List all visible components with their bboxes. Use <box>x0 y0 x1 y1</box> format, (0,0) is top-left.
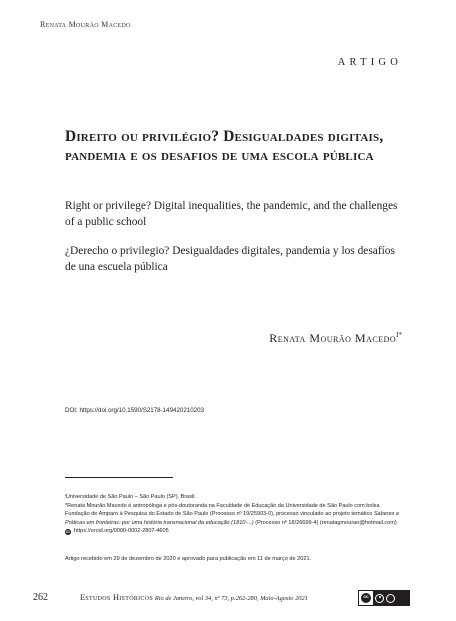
footnotes <box>65 493 403 536</box>
journal-details: Rio de Janeiro, vol 34, nº 73, p.262-280, Maio-Agosto 2021 <box>154 595 308 602</box>
orcid-link[interactable]: https://orcid.org/0000-0002-2807-4605 <box>74 528 169 535</box>
doi-link[interactable]: DOI: https://doi.org/10.1590/S2178-149420210203 <box>65 407 204 414</box>
license-icons <box>373 591 409 605</box>
cc-icon: cc <box>361 593 371 603</box>
footnote-bio-process: (Processo nº 18/26699-4) (renatagmourao@hotmail.com) <box>253 519 397 526</box>
footnote-bio <box>65 502 403 528</box>
title-english: Right or privilege? Digital inequalities, the pandemic, and the challenges of a public school <box>65 200 398 228</box>
footnote-rule <box>65 477 173 478</box>
noncommercial-icon <box>386 594 395 603</box>
received-date: Artigo recebido em 29 de dezembro de 2020 e aprovado para publicação em 11 de março de 2021. <box>65 556 312 562</box>
title-portuguese: Direito ou privilégio? Desigualdades digitais, pandemia e os desafios de uma escola pública <box>65 128 384 164</box>
author-name-text: Renata Mourão Macedo <box>269 331 397 345</box>
author-marks: I* <box>396 331 402 339</box>
running-header: Renata Mourão Macedo <box>40 20 131 29</box>
attribution-icon <box>375 594 384 603</box>
footnote-affiliation: ᴵUniversidade de São Paulo – São Paulo (SP), Brasil. <box>65 494 197 500</box>
section-label: ARTIGO <box>337 57 402 68</box>
footnote-bio-text: *Renata Mourão Macedo é antropóloga e pós-doutoranda na Faculdade de Educação da Universidade de São Paulo com bolsa Fundação de Amparo à Pesquisa do Estado de São Paulo (Processo nº 19/25903-0), processo vinculado ao projeto temático <box>65 502 380 518</box>
journal-citation <box>80 593 308 602</box>
title-spanish: ¿Derecho o privilegio? Desigualdades digitales, pandemia y los desafíos de una escuela pública <box>65 245 395 273</box>
footnote-orcid <box>65 527 403 536</box>
cc-by-nc-icon <box>358 590 410 606</box>
journal-name: Estudos Históricos <box>80 593 154 602</box>
orcid-icon: iD <box>66 529 70 534</box>
page-number: 262 <box>33 592 48 603</box>
author-name <box>269 331 402 346</box>
footnote-bio-project: Saberes e Práticas em fronteiras: por uma história transnacional da educação (1810-...) <box>65 511 400 526</box>
